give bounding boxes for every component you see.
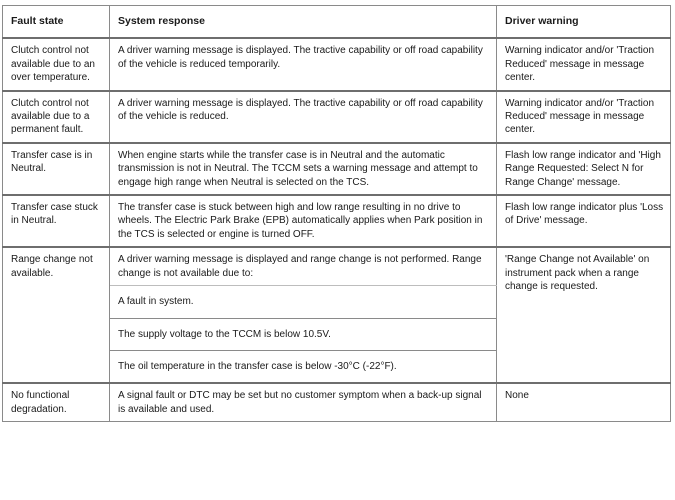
table-row [3,195,671,247]
fault-state-cell: Transfer case is in Neutral. [3,143,110,195]
fault-state-cell: Transfer case stuck in Neutral. [3,195,110,247]
table-row [3,143,671,195]
table-row [3,247,671,285]
system-response-cell: A driver warning message is displayed. The tractive capability or off road capability of the vehicle is reduced temporarily. [110,38,497,90]
system-response-cell: A signal fault or DTC may be set but no customer symptom when a back-up signal is available and used. [110,383,497,421]
system-response-cell: A driver warning message is displayed. The tractive capability or off road capability of the vehicle is reduced. [110,91,497,143]
table-header-row [3,6,671,39]
fault-state-cell: Range change not available. [3,247,110,383]
driver-warning-cell: Flash low range indicator plus 'Loss of Drive' message. [497,195,671,247]
table-row [3,38,671,90]
header-driver-warning: Driver warning [497,6,671,39]
table-row [3,383,671,421]
driver-warning-cell: Warning indicator and/or 'Traction Reduced' message in message center. [497,91,671,143]
sub-response-cell: The supply voltage to the TCCM is below 10.5V. [110,318,497,350]
table-row [3,91,671,143]
header-fault-state: Fault state [3,6,110,39]
system-response-cell: A driver warning message is displayed and range change is not performed. Range change is not available due to: [110,247,497,285]
sub-response-cell: The oil temperature in the transfer case is below -30°C (-22°F). [110,350,497,383]
fault-state-cell: Clutch control not available due to an over temperature. [3,38,110,90]
driver-warning-cell: Warning indicator and/or 'Traction Reduced' message in message center. [497,38,671,90]
fault-state-table [2,5,671,422]
system-response-cell: The transfer case is stuck between high and low range resulting in no drive to wheels. The Electric Park Brake (EPB) automatically applies when Park position in the TCS is selected or engine is turned OFF. [110,195,497,247]
driver-warning-cell: None [497,383,671,421]
fault-state-cell: No functional degradation. [3,383,110,421]
header-system-response: System response [110,6,497,39]
fault-state-cell: Clutch control not available due to a permanent fault. [3,91,110,143]
sub-response-cell: A fault in system. [110,286,497,318]
system-response-cell: When engine starts while the transfer case is in Neutral and the automatic transmission is not in Neutral. The TCCM sets a warning message and attempt to engage high range when Neutral is selected on the TCS. [110,143,497,195]
driver-warning-cell: Flash low range indicator and 'High Range Requested: Select N for Range Change' message. [497,143,671,195]
driver-warning-cell: 'Range Change not Available' on instrument pack when a range change is requested. [497,247,671,383]
